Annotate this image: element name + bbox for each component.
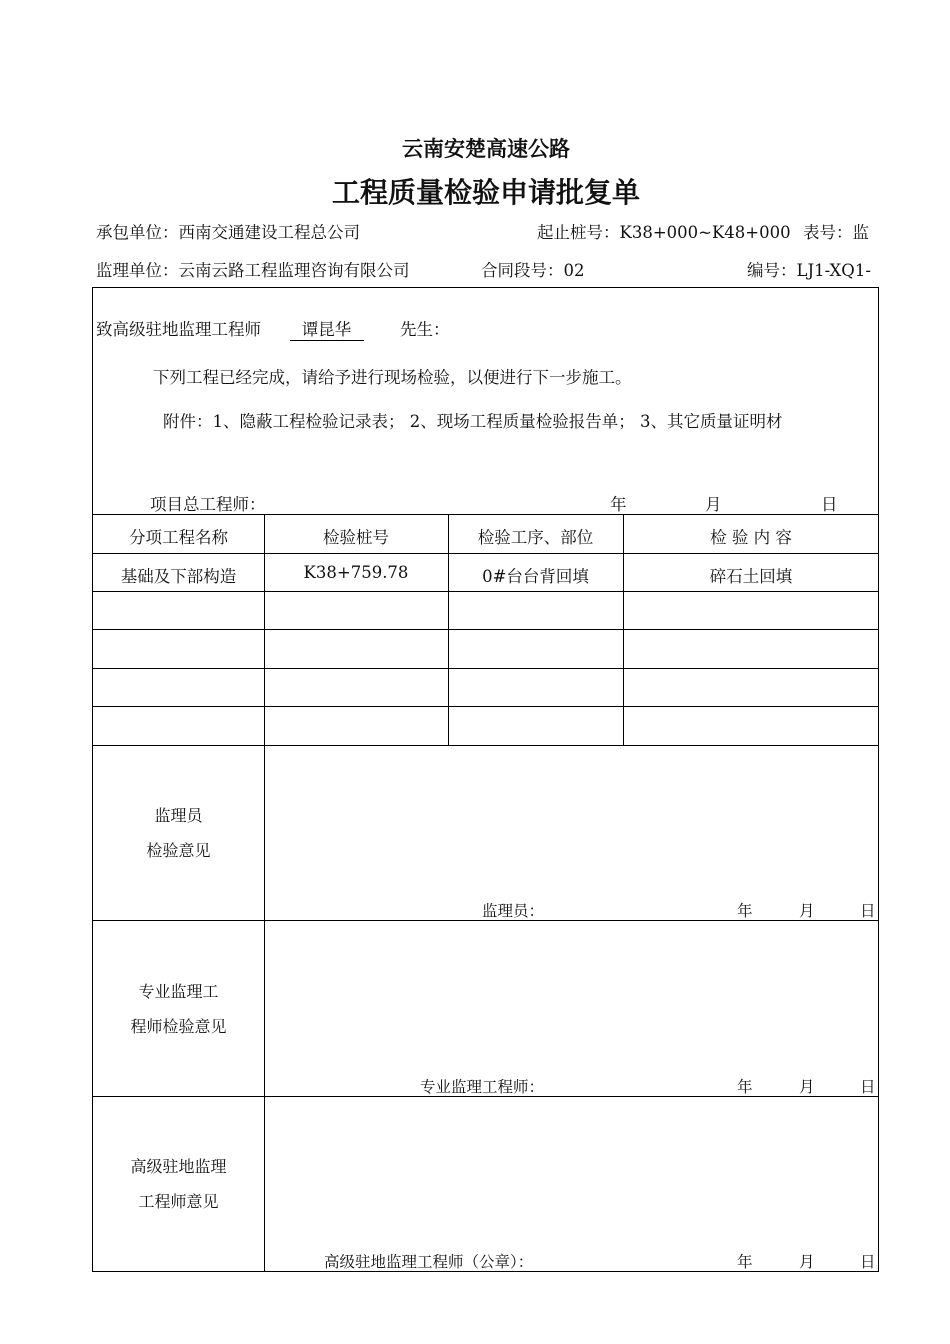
table-header: 检验工序、部位 bbox=[477, 528, 594, 547]
opinion-label-senior bbox=[92, 1149, 265, 1219]
contractor-unit: 承包单位：西南交通建设工程总公司 bbox=[96, 223, 360, 242]
opinion-month: 月 bbox=[799, 1078, 815, 1096]
opinion-label-line: 检验意见 bbox=[146, 841, 211, 860]
letter-day: 日 bbox=[821, 495, 838, 514]
opinion-label-inspector bbox=[92, 798, 265, 868]
table-header: 分项工程名称 bbox=[129, 528, 228, 547]
form-frame bbox=[92, 287, 879, 1272]
page-title-form: 工程质量检验申请批复单 bbox=[331, 176, 640, 209]
salutation-suffix: 先生： bbox=[400, 320, 450, 339]
opinion-day: 日 bbox=[860, 1078, 876, 1096]
opinion-year: 年 bbox=[737, 1253, 753, 1271]
rule-table-top bbox=[92, 514, 879, 515]
table-cell: 0#台台背回填 bbox=[482, 567, 589, 586]
opinion-label-line: 专业监理工 bbox=[138, 982, 219, 1001]
opinion-label-line: 程师检验意见 bbox=[130, 1017, 227, 1036]
table-header: 检验桩号 bbox=[323, 528, 389, 547]
rule-row-2 bbox=[92, 629, 879, 630]
opinion-month: 月 bbox=[799, 1253, 815, 1271]
col-divider-2 bbox=[448, 514, 449, 745]
salutation bbox=[96, 316, 450, 341]
letter-year: 年 bbox=[610, 495, 627, 514]
letter-body: 下列工程已经完成，请给予进行现场检验，以便进行下一步施工。 bbox=[153, 368, 632, 387]
opinion-signer: 高级驻地监理工程师（公章）： bbox=[324, 1253, 534, 1271]
opinion-signer: 专业监理工程师： bbox=[420, 1078, 545, 1096]
stake-range: 起止桩号：K38+000~K48+000 bbox=[537, 223, 791, 242]
opinion-label-line: 工程师意见 bbox=[138, 1192, 219, 1211]
letter-month: 月 bbox=[705, 495, 722, 514]
opinion-label-line: 高级驻地监理 bbox=[130, 1157, 227, 1176]
opinion-year: 年 bbox=[737, 1078, 753, 1096]
engineer-name: 谭昆华 bbox=[290, 316, 364, 341]
table-cell: K38+759.78 bbox=[303, 563, 409, 582]
serial-number: 编号：LJ1-XQ1- bbox=[747, 261, 871, 280]
attachments-line: 附件：1、隐蔽工程检验记录表； 2、现场工程质量检验报告单； 3、其它质量证明材 bbox=[163, 412, 783, 431]
table-cell: 基础及下部构造 bbox=[120, 567, 237, 586]
rule-row-3 bbox=[92, 668, 879, 669]
rule-row-1 bbox=[92, 591, 879, 592]
contract-section: 合同段号：02 bbox=[481, 261, 585, 280]
opinion-month: 月 bbox=[799, 902, 815, 920]
table-header: 检 验 内 容 bbox=[710, 528, 792, 547]
opinion-day: 日 bbox=[860, 1253, 876, 1271]
opinion-signer: 监理员： bbox=[482, 902, 545, 920]
opinion-label-line: 监理员 bbox=[154, 806, 203, 825]
opinion-day: 日 bbox=[860, 902, 876, 920]
table-cell: 碎石土回填 bbox=[709, 567, 793, 586]
rule-header-bottom bbox=[92, 553, 879, 554]
rule-table-bottom bbox=[92, 745, 879, 746]
salutation-prefix: 致高级驻地监理工程师 bbox=[96, 320, 261, 339]
form-number: 表号：监 bbox=[803, 223, 869, 242]
chief-engineer-label: 项目总工程师： bbox=[150, 495, 266, 514]
rule-row-4 bbox=[92, 706, 879, 707]
opinion-label-specialist bbox=[92, 974, 265, 1044]
supervisor-unit: 监理单位：云南云路工程监理咨询有限公司 bbox=[96, 261, 410, 280]
col-divider-3 bbox=[623, 514, 624, 745]
opinion-year: 年 bbox=[737, 902, 753, 920]
page-title-project: 云南安楚高速公路 bbox=[402, 136, 570, 161]
